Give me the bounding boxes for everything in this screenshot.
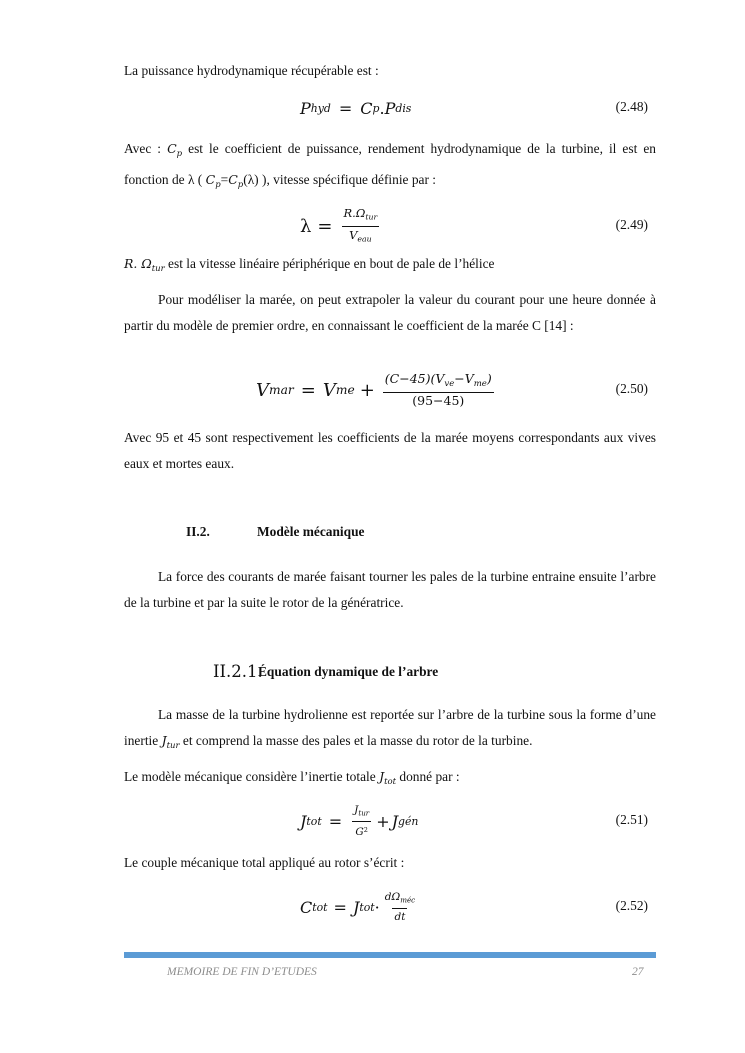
p8-sym [379, 769, 397, 787]
eq3-rhs: V [322, 379, 336, 401]
p2-sym [167, 141, 183, 159]
paragraph-mechanical-model: La force des courants de marée faisant tourner les pales de la turbine entraine ensuite l’arbre de la turbine et par la suite le rotor de la génératrice. [124, 569, 656, 610]
eq4-plus: + [376, 811, 390, 831]
eq4-den-main: G [355, 826, 364, 839]
p2-sym3 [228, 171, 244, 190]
p2-sym-main: C [167, 141, 177, 156]
eq2-den-sub: eau [357, 234, 372, 244]
equation-2-48-expression [300, 88, 411, 128]
p2-text-b: est le coefficient de puissance, rendement hydrodynamique de la turbine, il est en fonction de λ ( [124, 141, 656, 187]
p3-sym [124, 256, 165, 274]
paragraph-torque: Le couple mécanique total appliqué au rotor s’écrit : [124, 855, 405, 870]
eq3-num-b: −V [454, 371, 474, 387]
p7-text-a: La masse de la turbine hydrolienne est reportée sur l’arbre de la turbine sous la forme d’une inertie [124, 707, 656, 748]
paragraph-inertia [124, 702, 656, 759]
eq3-num-c: ) [486, 371, 492, 387]
p7-sym [161, 733, 180, 751]
paragraph-tide-coefficients: Avec 95 et 45 sont respectivement les coefficients de la marée moyens correspondants aux vives eaux et mortes eaux. [124, 430, 656, 471]
equation-2-50 [124, 370, 656, 410]
eq3-lhs-sub: mar [269, 383, 294, 397]
equation-2-50-expression [256, 370, 497, 410]
eq1-rhs-sub: p [372, 101, 380, 115]
eq4-lhs-sub: tot [306, 814, 322, 828]
eq1-rhs2-sub: dis [395, 101, 412, 115]
eq5-fraction [383, 890, 417, 924]
eq1-lhs: P [300, 98, 311, 118]
p8-sym-main: J [379, 769, 385, 784]
p2-sym2-main: C [205, 171, 216, 187]
eq5-numerator [383, 890, 417, 908]
p7-sym-main: J [161, 733, 167, 748]
eq3-num-b-sub: me [473, 378, 487, 389]
footer-rule [124, 952, 656, 958]
equation-2-51-expression [300, 801, 418, 841]
subsection-title: Équation dynamique de l’arbre [258, 664, 439, 679]
page-number: 27 [632, 966, 644, 978]
paragraph-cp-definition [124, 136, 656, 198]
eq5-lhs: C [300, 897, 313, 917]
p2-sym3-sub: p [237, 179, 244, 190]
equation-2-52 [124, 887, 656, 927]
eq3-denominator: (95−45) [412, 392, 465, 408]
eq2-fraction [342, 206, 380, 246]
eq4-denominator [353, 822, 370, 839]
eq3-num-a-sub: ve [444, 378, 455, 389]
eq4-rhs-sub: gén [398, 814, 419, 828]
eq3-num-a: (C−45)(V [384, 371, 445, 387]
p8-text-a: Le modèle mécanique considère l’inertie totale [124, 769, 380, 784]
p2-sym-sub: p [176, 148, 183, 159]
eq3-numerator [383, 372, 494, 393]
p2-sym2 [205, 171, 221, 190]
eq5-num-main: dΩ [384, 890, 401, 903]
p3-text: est la vitesse linéaire périphérique en bout de pale de l’hélice [164, 256, 495, 271]
eq1-rhs: C [360, 98, 373, 118]
eq1-dot: . [379, 98, 385, 118]
eq5-num-sub: méc [400, 895, 416, 905]
equation-number: (2.51) [615, 812, 648, 827]
eq1-op: = [338, 98, 353, 118]
eq2-lhs: λ [300, 215, 312, 237]
eq5-lhs-sub: tot [312, 900, 328, 914]
eq2-num-sub: tur [365, 212, 378, 222]
eq4-op: = [328, 811, 343, 831]
section-number: II.2. [186, 524, 210, 539]
eq5-dot: · [374, 897, 380, 917]
paragraph-linear-speed [124, 251, 656, 282]
eq2-op: = [317, 215, 333, 237]
equation-2-49 [124, 206, 656, 246]
equation-2-51 [124, 801, 656, 841]
eq5-op: = [333, 897, 347, 917]
p8-text-b: donné par : [396, 769, 460, 784]
p7-text-b: et comprend la masse des pales et la masse du rotor de la turbine. [179, 733, 533, 748]
p3-sym-main: R. Ω [124, 256, 152, 271]
eq1-lhs-sub: hyd [310, 101, 331, 115]
equation-2-48 [124, 88, 656, 128]
eq4-rhs: J [391, 811, 399, 831]
equation-2-49-expression [300, 206, 382, 246]
eq2-denominator [347, 227, 374, 247]
p2-sym2-sub: p [215, 179, 221, 190]
equation-number: (2.49) [615, 217, 648, 232]
eq4-lhs: J [300, 811, 307, 831]
paragraph-tide-model: Pour modéliser la marée, on peut extrapoler la valeur du courant pour une heure donnée à partir du modèle de premier ordre, en connaissant le coefficient de la marée C [14] : [124, 292, 656, 333]
eq2-num-main: R.Ω [343, 205, 366, 220]
p2-text-a: Avec : [124, 141, 168, 156]
eq5-denominator: dt [392, 908, 407, 924]
subsection-number: II.2.1. [213, 662, 263, 681]
eq3-rhs-sub: me [335, 383, 355, 397]
p2-text-c: (λ) ), vitesse spécifique définie par : [243, 171, 437, 187]
equation-number: (2.52) [615, 898, 648, 913]
eq3-op: = [300, 379, 316, 401]
equation-number: (2.50) [615, 381, 648, 396]
eq4-num-main: J [354, 803, 359, 816]
p2-eq-sign: = [220, 171, 229, 187]
eq4-den-sup: 2 [363, 826, 368, 835]
eq4-num-sub: tur [358, 808, 370, 818]
footer-title: MEMOIRE DE FIN D’ETUDES [167, 966, 317, 978]
eq4-fraction [352, 803, 371, 839]
equation-2-52-expression [300, 887, 420, 927]
paragraph-total-inertia [124, 764, 656, 795]
section-title: Modèle mécanique [257, 524, 365, 539]
p2-sym3-main: C [228, 171, 238, 187]
eq2-den-main: V [349, 227, 358, 242]
eq1-rhs2: P [384, 98, 396, 118]
paragraph-hydro-power: La puissance hydrodynamique récupérable est : [124, 63, 379, 78]
p3-sym-sub: tur [151, 263, 165, 274]
equation-number: (2.48) [615, 99, 648, 114]
eq4-numerator [352, 803, 371, 822]
eq5-rhs-sub: tot [359, 900, 375, 914]
p7-sym-sub: tur [166, 740, 180, 751]
eq5-rhs: J [352, 897, 360, 917]
eq2-numerator [342, 206, 380, 227]
eq3-plus: + [359, 379, 375, 401]
p8-sym-sub: tot [384, 776, 397, 787]
eq3-fraction [383, 372, 494, 408]
eq3-lhs: V [256, 379, 269, 401]
